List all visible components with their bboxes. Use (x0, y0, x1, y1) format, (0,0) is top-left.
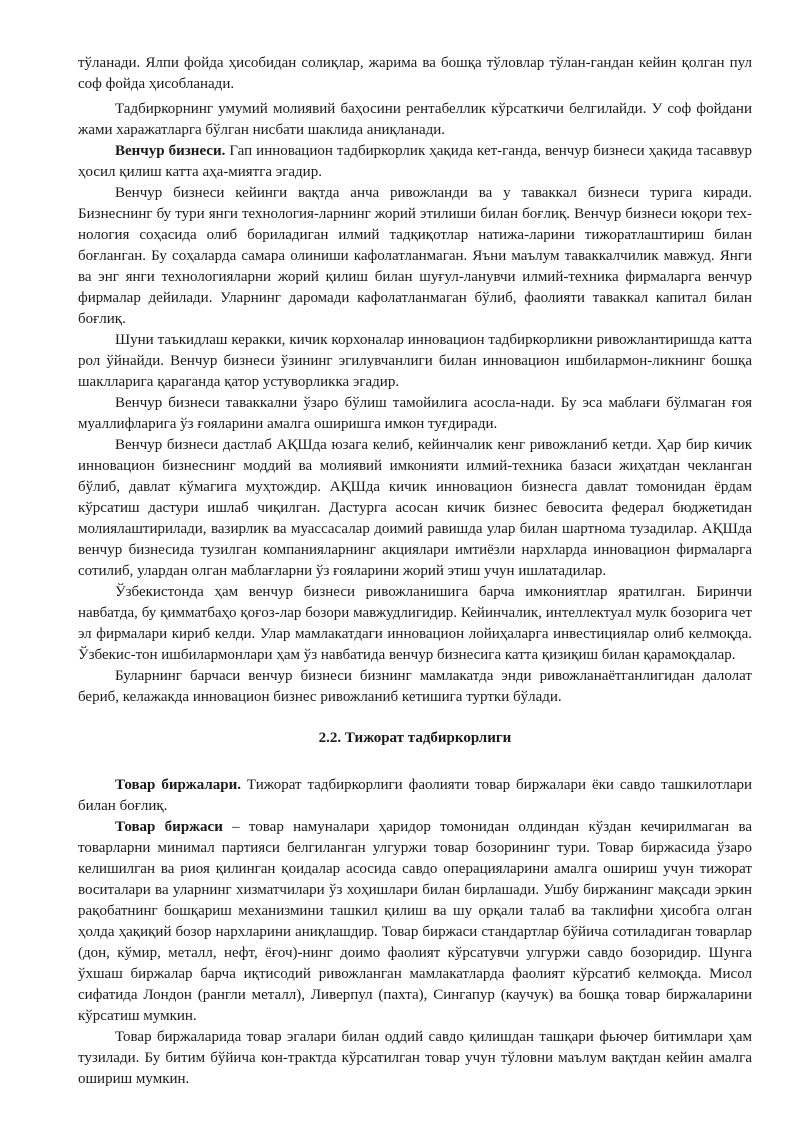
paragraph-10 (78, 817, 752, 1027)
paragraph-9 (78, 775, 752, 817)
paragraph-lead: Товар биржалари. (115, 777, 241, 793)
paragraph-5 (78, 393, 752, 435)
paragraph-text: Гап инновацион тадбиркорлик ҳақида кет-ганда, венчур бизнеси ҳақида тасаввур ҳосил қилиш катта аҳа-миятга эгадир. (78, 143, 752, 180)
paragraph-7 (78, 582, 752, 666)
paragraph-3 (78, 183, 752, 330)
paragraph-text: Товар биржаларида товар эгалари билан оддий савдо қилишдан ташқари фьючер битимлари ҳам тузилади. Бу битим бўйича кон-трактда кўрсатилган товар учун тўловни маълум вақтдан кейин амалга ошириш мумкин. (78, 1029, 752, 1087)
paragraph-2 (78, 141, 752, 183)
paragraph-text: Ўзбекистонда ҳам венчур бизнеси ривожланишига барча имкониятлар яратилган. Биринчи навбатда, бу қимматбаҳо қоғоз-лар бозори мавжудлигидир. Кейинчалик, интеллектуал мулк бозорига чет эл фирмалари кириб келди. Улар мамлакатдаги инновацион лойиҳаларга инвестициялар олиб келмоқда. Ўзбекис-тон ишбилармонлари ҳам ўз навбатида венчур бизнесига катта қизиқиш билан қарамоқдалар. (78, 584, 752, 663)
paragraph-lead: Венчур бизнеси. (115, 143, 226, 159)
paragraph-8 (78, 666, 752, 708)
paragraph-1 (78, 99, 752, 141)
paragraph-text: – товар намуналари ҳаридор томонидан олдиндан кўздан кечирилмаган ва товарларни минимал партияси белгиланган улгуржи товар бозорининг тури. Товар биржасида ўзаро келишилган ва риоя қилинган қоидалар асосида савдо операцияларини амалга ошириш учун тижорат воситалари ва уларнинг хизматчилари ўз хоҳишлари билан бирлашади. Ушбу биржанинг мақсади эркин рақобатнинг бошқариш механизмини ташкил қилиш ва шу орқали талаб ва таклифни ҳисобга олган ҳолда ҳақиқий бозор нархларини аниқлашдир. Товар биржаси стандартлар бўйича сотиладиган товарлар (дон, кўмир, металл, нефт, ёғоч)-нинг доимо фаолият кўрсатувчи улгуржи савдо бозоридир. Шунга ўхшаш биржалар барча иқтисодий ривожланган мамлакатларда фаолият кўрсатиб келмоқда. Мисол сифатида Лондон (рангли металл), Ливерпул (пахта), Сингапур (каучук) ва бошқа товар биржаларини кўрсатиш мумкин. (78, 819, 753, 1024)
paragraph-text: Венчур бизнеси кейинги вақтда анча ривожланди ва у таваккал бизнеси турига киради. Бизнеснинг бу тури янги технология-ларнинг жорий этилиши билан боғлиқ. Венчур бизнеси юқори тех-нология соҳасида олиб бориладиган илмий тадқиқотлар натижа-ларини тижоратлаштириш билан боғланган. Бу соҳаларда самара олиниши кафолатланмаган. Яъни маълум таваккалчилик мавжуд. Янги ва энг янги технологияларни жорий қилиш билан шуғул-ланувчи илмий-техника фирмаларга венчур фирмалар дейилади. Уларнинг даромади кафолатланмаган бўлиб, фаолияти таваккал капитал билан боғлиқ. (78, 185, 752, 327)
paragraph-11 (78, 1027, 752, 1090)
paragraph-text: Тижорат тадбиркорлиги фаолияти товар биржалари ёки савдо ташкилотлари билан боғлиқ. (78, 777, 753, 814)
paragraph-6 (78, 435, 752, 582)
paragraph-text: Венчур бизнеси дастлаб АҚШда юзага келиб, кейинчалик кенг ривожланиб кетди. Ҳар бир кичик инновацион бизнеснинг моддий ва молиявий имконияти илмий-техника базаси жиҳатдан чекланган бўлиб, давлат кўмагига муҳтождир. АҚШда кичик инновацион бизнесга давлат томонидан ёрдам кўрсатиш дастури ишлаб чиқилган. Дастурга асосан кичик бизнес бевосита федерал бюджетидан молиялаштирилади, вазирлик ва муассасалар доимий равишда улар билан шартнома тузадилар. АҚШда венчур бизнесида тузилган компанияларнинг акциялари имтиёзли нархларда инновацион фирмаларга сотилиб, улардан олган маблағларни ўз ғояларини жорий этиш учун ишлатадилар. (78, 437, 752, 579)
paragraph-text: Тадбиркорнинг умумий молиявий баҳосини рентабеллик кўрсаткичи белгилайди. У соф фойдани жами харажатларга бўлган нисбати шаклида аниқланади. (78, 101, 752, 138)
paragraph-text: Буларнинг барчаси венчур бизнеси бизнинг мамлакатда энди ривожланаётганлигидан далолат бериб, келажакда инновацион бизнес ривожланиб кетишига туртки бўлади. (78, 668, 752, 705)
section-heading: 2.2. Тижорат тадбиркорлиги (318, 730, 512, 746)
paragraph-text: Венчур бизнеси таваккални ўзаро бўлиш тамойилига асосла-нади. Бу эса маблағи бўлмаган ғоя муаллифларига ўз ғояларини амалга оширишга имкон туғдиради. (78, 395, 752, 432)
paragraph-4 (78, 330, 752, 393)
paragraph-text: Шуни таъкидлаш керакки, кичик корхоналар инновацион тадбиркорликни ривожлантиришда катта рол ўйнайди. Венчур бизнеси ўзининг эгилувчанлиги билан инновацион ишбилармон-ликнинг бошқа шаклларига қараганда қатор устуворликка эгадир. (78, 332, 752, 390)
paragraph-lead: Товар биржаси (115, 819, 223, 835)
paragraph-text: тўланади. Ялпи фойда ҳисобидан солиқлар, жарима ва бошқа тўловлар тўлан-гандан кейин қолган пул соф фойда ҳисобланади. (78, 55, 752, 92)
paragraph-0 (78, 53, 752, 95)
